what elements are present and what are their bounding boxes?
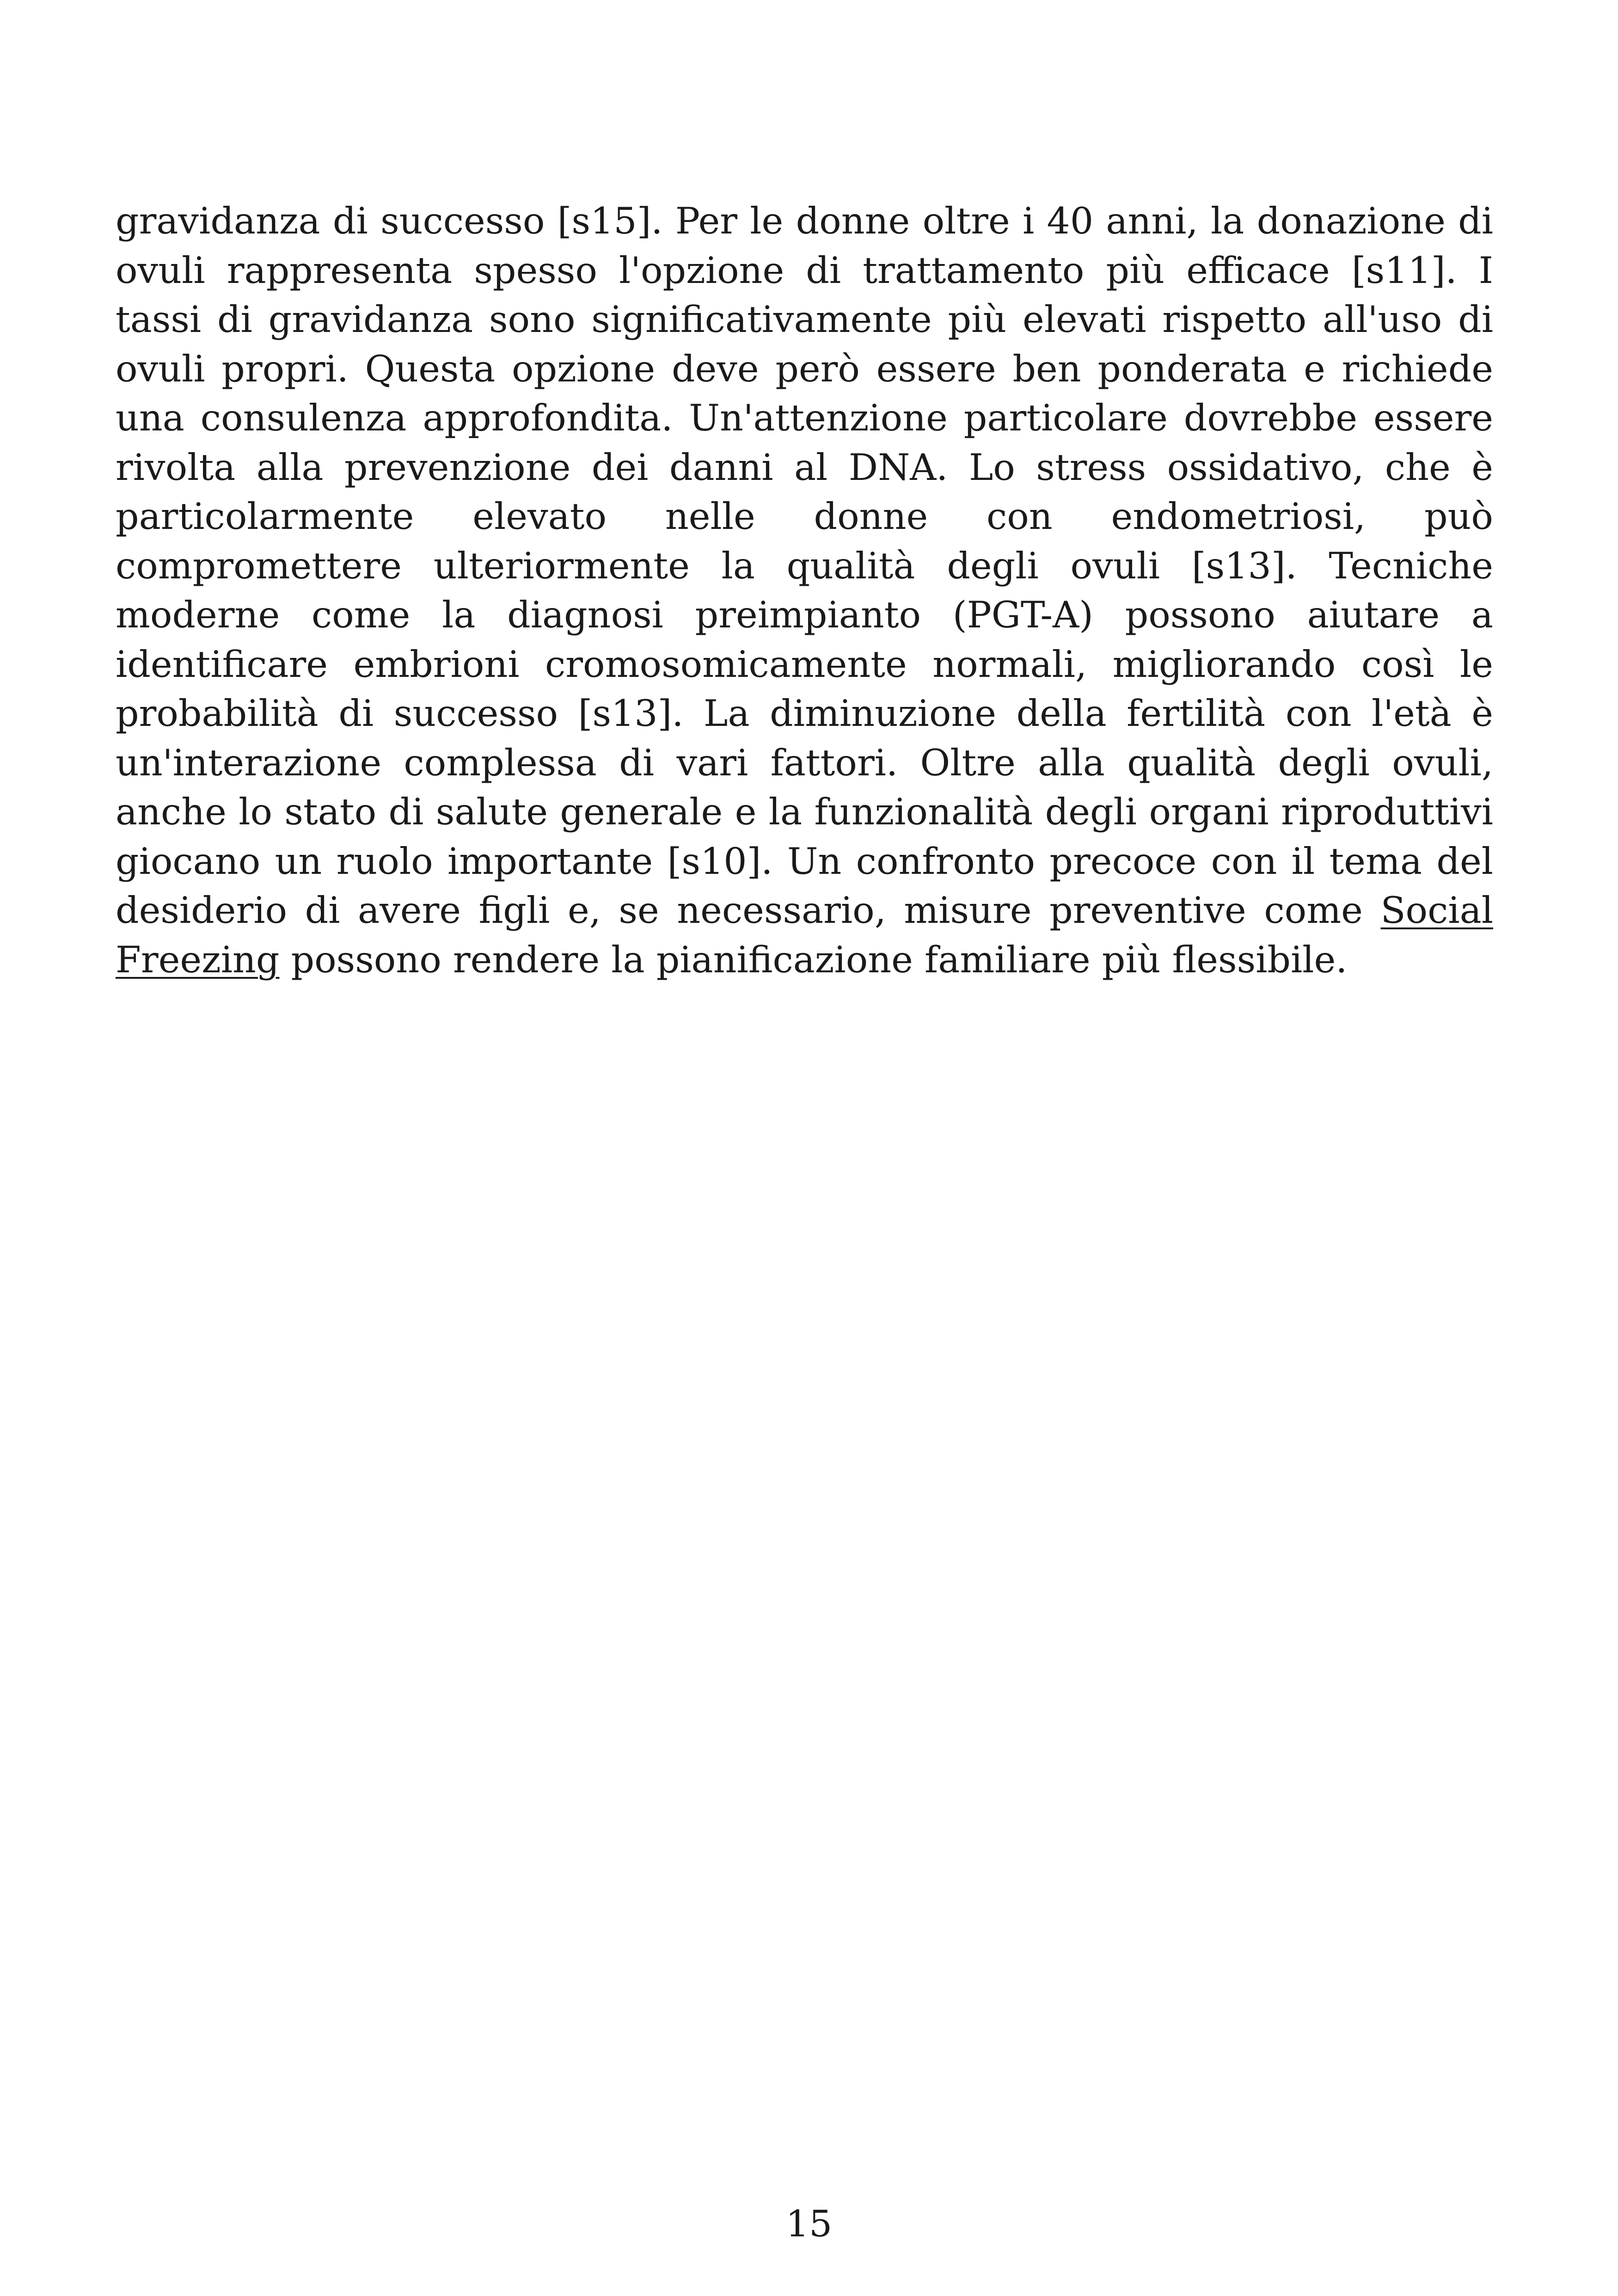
paragraph-text-after-link: possono rendere la pianificazione familiare più flessibile. bbox=[279, 938, 1348, 981]
paragraph-text-before-link: gravidanza di successo [s15]. Per le donne oltre i 40 anni, la donazione di ovuli rappresenta spesso l'opzione di trattamento più efficace [s11]. I tassi di gravidanza sono significativamente più elevati rispetto all'uso di ovuli propri. Questa opzione deve però essere ben ponderata e richiede una consulenza approfondita. Un'attenzione particolare dovrebbe essere rivolta alla prevenzione dei danni al DNA. Lo stress ossidativo, che è particolarmente elevato nelle donne con endometriosi, può compromettere ulteriormente la qualità degli ovuli [s13]. Tecniche moderne come la diagnosi preimpianto (PGT-A) possono aiutare a identificare embrioni cromosomicamente normali, migliorando così le probabilità di successo [s13]. La diminuzione della fertilità con l'età è un'interazione complessa di vari fattori. Oltre alla qualità degli ovuli, anche lo stato di salute generale e la funzionalità degli organi riproduttivi giocano un ruolo importante [s10]. Un confronto precoce con il tema del desiderio di avere figli e, se necessario, misure preventive come bbox=[116, 200, 1493, 932]
social-freezing-link[interactable]: Social Freezing bbox=[116, 889, 1493, 981]
body-paragraph bbox=[116, 196, 1493, 984]
page-number: 15 bbox=[785, 2203, 833, 2245]
